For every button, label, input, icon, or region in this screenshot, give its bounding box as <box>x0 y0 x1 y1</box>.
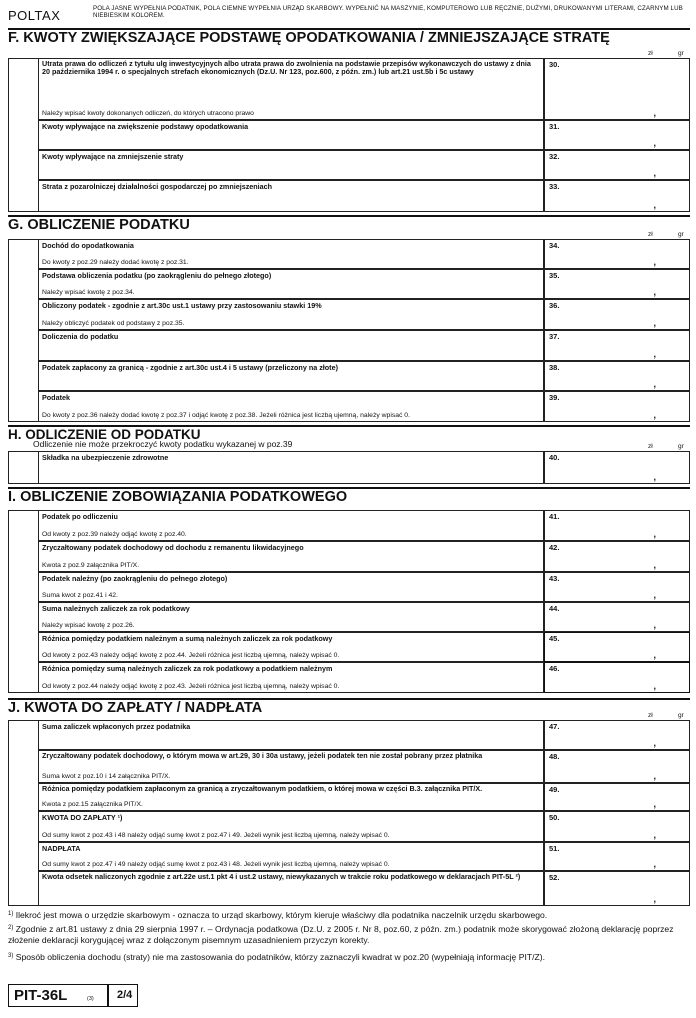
field-49[interactable]: 49. , <box>544 783 690 811</box>
footnote-3-text: Sposób obliczenia dochodu (straty) nie ma zastosowania do podatników, którzy zaznaczyli kwadrat w poz.20 (wypełniają informację PIT/Z). <box>15 952 545 962</box>
row-43-label: Podatek należny (po zaokrągleniu do pełnego złotego) <box>42 574 228 583</box>
field-41-number: 41. <box>549 512 560 521</box>
row-33 <box>38 180 544 212</box>
field-31[interactable]: 31. , <box>544 120 690 150</box>
row-37 <box>38 330 544 361</box>
row-38 <box>38 361 544 391</box>
row-41 <box>38 510 544 541</box>
row-40 <box>38 451 544 484</box>
field-34[interactable]: 34. , <box>544 239 690 269</box>
field-30-number: 30. <box>549 60 560 69</box>
row-36-note: Należy obliczyć podatek od podstawy z poz.35. <box>42 320 185 327</box>
zl-label: zł <box>648 50 653 57</box>
field-35[interactable]: 35. , <box>544 269 690 299</box>
row-44-label: Suma należnych zaliczek za rok podatkowy <box>42 604 190 613</box>
row-35-note: Należy wpisać kwotę z poz.34. <box>42 289 135 296</box>
row-33-label: Strata z pozarolniczej działalności gospodarczej po zmniejszeniach <box>42 182 273 191</box>
row-34-label: Dochód do opodatkowania <box>42 241 134 250</box>
section-i-title: I. OBLICZENIE ZOBOWIĄZANIA PODATKOWEGO <box>8 489 348 505</box>
row-32-label: Kwoty wpływające na zmniejszenie straty <box>42 152 184 161</box>
field-51-number: 51. <box>549 844 560 853</box>
row-48-note: Suma kwot z poz.10 i 14 załącznika PIT/X. <box>42 773 171 780</box>
row-42 <box>38 541 544 572</box>
row-36-label: Obliczony podatek - zgodnie z art.30c ust.1 ustawy przy zastosowaniu stawki 19% <box>42 301 322 310</box>
field-51[interactable]: 51. , <box>544 842 690 871</box>
row-41-label: Podatek po odliczeniu <box>42 512 118 521</box>
field-43[interactable]: 43. , <box>544 572 690 602</box>
row-52 <box>38 871 544 906</box>
footnote-1 <box>8 910 688 921</box>
field-48[interactable]: 48. , <box>544 750 690 783</box>
section-j-title: J. KWOTA DO ZAPŁATY / NADPŁATA <box>8 700 263 716</box>
row-52-label: Kwota odsetek naliczonych zgodnie z art.22e ust.1 pkt 4 i ust.2 ustawy, niewykazanych w trakcie roku podatkowego w deklaracjach PIT-5L ²) <box>42 872 521 881</box>
form-id-divider <box>107 985 109 1006</box>
row-40-label: Składka na ubezpieczenie zdrowotne <box>42 453 169 462</box>
footnote-3 <box>8 952 688 963</box>
brand-logo: POLTAX <box>8 8 61 23</box>
row-49 <box>38 783 544 811</box>
field-44[interactable]: 44. , <box>544 602 690 632</box>
field-50-number: 50. <box>549 813 560 822</box>
row-43-note: Suma kwot z poz.41 i 42. <box>42 592 118 599</box>
field-45-number: 45. <box>549 634 560 643</box>
page-number: 2/4 <box>117 989 133 1001</box>
zl-label: zł <box>648 443 653 450</box>
row-39 <box>38 391 544 422</box>
row-50 <box>38 811 544 842</box>
field-38[interactable]: 38. , <box>544 361 690 391</box>
fill-instructions: POLA JASNE WYPEŁNIA PODATNIK, POLA CIEMNE WYPEŁNIA URZĄD SKARBOWY. WYPEŁNIĆ NA MASZYNIE, KOMPUTEROWO LUB RĘCZNIE, DUŻYMI, DRUKOWANYMI LITERAMI, CZARNYM LUB NIEBIESKIM KOLOREM. <box>93 5 683 20</box>
row-31-label: Kwoty wpływające na zwiększenie podstawy opodatkowania <box>42 122 249 131</box>
field-47[interactable]: 47. , <box>544 720 690 750</box>
field-32[interactable]: 32. , <box>544 150 690 180</box>
form-id-box <box>8 984 138 1007</box>
field-47-number: 47. <box>549 722 560 731</box>
gr-label: gr <box>678 443 684 450</box>
form-code: PIT-36L <box>14 987 68 1004</box>
row-50-label: KWOTA DO ZAPŁATY ¹) <box>42 813 123 822</box>
row-51-label: NADPŁATA <box>42 844 81 853</box>
row-46-label: Różnica pomiędzy sumą należnych zaliczek za rok podatkowy a podatkiem należnym <box>42 664 333 673</box>
row-46 <box>38 662 544 693</box>
row-50-note: Od sumy kwot z poz.43 i 48 należy odjąć sumę kwot z poz.47 i 49. Jeżeli wynik jest liczbą ujemną, należy wpisać 0. <box>42 832 390 839</box>
field-42-number: 42. <box>549 543 560 552</box>
field-52-number: 52. <box>549 873 560 882</box>
row-41-note: Od kwoty z poz.39 należy odjąć kwotę z poz.40. <box>42 531 187 538</box>
footnote-2 <box>8 924 688 946</box>
field-40[interactable]: 40. , <box>544 451 690 484</box>
row-34-note: Do kwoty z poz.29 należy dodać kwotę z poz.31. <box>42 259 189 266</box>
row-38-label: Podatek zapłacony za granicą - zgodnie z art.30c ust.4 i 5 ustawy (przeliczony na złote) <box>42 363 338 372</box>
field-44-number: 44. <box>549 604 560 613</box>
field-36[interactable]: 36. , <box>544 299 690 330</box>
field-52[interactable]: 52. , <box>544 871 690 906</box>
zl-label: zł <box>648 231 653 238</box>
field-33[interactable]: 33. , <box>544 180 690 212</box>
gr-label: gr <box>678 712 684 719</box>
section-g-title: G. OBLICZENIE PODATKU <box>8 217 190 233</box>
footnote-2-text: Zgodnie z art.81 ustawy z dnia 29 sierpnia 1997 r. – Ordynacja podatkowa (Dz.U. z 2005 r. Nr 8, poz.60, z późn. zm.) podatnik może skorygować złożoną deklarację poprzez złożenie deklaracji korygującej wraz z dołączonym pisemnym uzasadnieniem przyczyn korekty. <box>8 924 674 945</box>
row-35-label: Podstawa obliczenia podatku (po zaokrągleniu do pełnego złotego) <box>42 271 272 280</box>
row-36 <box>38 299 544 330</box>
row-44 <box>38 602 544 632</box>
field-36-number: 36. <box>549 301 560 310</box>
row-48 <box>38 750 544 783</box>
row-35 <box>38 269 544 299</box>
row-44-note: Należy wpisać kwotę z poz.26. <box>42 622 135 629</box>
field-49-number: 49. <box>549 785 560 794</box>
footnote-2-mark: 2) <box>8 925 14 931</box>
field-38-number: 38. <box>549 363 560 372</box>
field-37-number: 37. <box>549 332 560 341</box>
row-49-label: Różnica pomiędzy podatkiem zapłaconym za granicą a zryczałtowanym podatkiem, o której mowa w części B.3. załącznika PIT/X. <box>42 784 483 793</box>
row-49-note: Kwota z poz.15 załącznika PIT/X. <box>42 801 143 808</box>
field-43-number: 43. <box>549 574 560 583</box>
field-40-number: 40. <box>549 453 560 462</box>
row-43 <box>38 572 544 602</box>
footnote-3-mark: 3) <box>8 953 14 959</box>
form-version: (3) <box>87 996 94 1002</box>
row-30-label: Utrata prawa do odliczeń z tytułu ulg inwestycyjnych albo utrata prawa do zwolnienia na podstawie przepisów wykonawczych do ustawy z dnia 20 października 1994 r. o specjalnych strefach ekonomicznych (Dz.U. Nr 123, poz.600, z późn. zm.) lub art.21 ust.5b i 5c ustawy <box>42 59 531 77</box>
field-50[interactable]: 50. , <box>544 811 690 842</box>
field-33-number: 33. <box>549 182 560 191</box>
row-32 <box>38 150 544 180</box>
row-34 <box>38 239 544 269</box>
field-31-number: 31. <box>549 122 560 131</box>
row-51-note: Od sumy kwot z poz.47 i 49 należy odjąć sumę kwot z poz.43 i 48. Jeżeli wynik jest liczbą ujemną, należy wpisać 0. <box>42 861 390 868</box>
row-31 <box>38 120 544 150</box>
row-48-label: Zryczałtowany podatek dochodowy, o którym mowa w art.29, 30 i 30a ustawy, jeżeli podatek ten nie został pobrany przez płatnika <box>42 751 483 760</box>
row-30-note: Należy wpisać kwoty dokonanych odliczeń, do których utracono prawo <box>42 110 254 117</box>
gr-label: gr <box>678 50 684 57</box>
field-32-number: 32. <box>549 152 560 161</box>
zl-label: zł <box>648 712 653 719</box>
gr-label: gr <box>678 231 684 238</box>
field-34-number: 34. <box>549 241 560 250</box>
row-39-label: Podatek <box>42 393 70 402</box>
field-42[interactable]: 42. , <box>544 541 690 572</box>
field-46[interactable]: 46. , <box>544 662 690 693</box>
row-42-label: Zryczałtowany podatek dochodowy od dochodu z remanentu likwidacyjnego <box>42 543 304 552</box>
row-46-note: Od kwoty z poz.44 należy odjąć kwotę z poz.43. Jeżeli różnica jest liczbą ujemną, należy wpisać 0. <box>42 683 340 690</box>
row-42-note: Kwota z poz.9 załącznika PIT/X. <box>42 562 140 569</box>
field-35-number: 35. <box>549 271 560 280</box>
row-30 <box>38 58 544 120</box>
field-48-number: 48. <box>549 752 560 761</box>
field-46-number: 46. <box>549 664 560 673</box>
row-45-note: Od kwoty z poz.43 należy odjąć kwotę z poz.44. Jeżeli różnica jest liczbą ujemną, należy wpisać 0. <box>42 652 340 659</box>
footnote-1-text: Ilekroć jest mowa o urzędzie skarbowym - oznacza to urząd skarbowy, którym kieruje właściwy dla podatnika naczelnik urzędu skarbowego. <box>15 910 548 920</box>
field-45[interactable]: 45. , <box>544 632 690 662</box>
section-h-note: Odliczenie nie może przekroczyć kwoty podatku wykazanej w poz.39 <box>33 439 293 449</box>
row-47 <box>38 720 544 750</box>
row-45-label: Różnica pomiędzy podatkiem należnym a sumą należnych zaliczek za rok podatkowy <box>42 634 333 643</box>
field-37[interactable]: 37. , <box>544 330 690 361</box>
field-39-number: 39. <box>549 393 560 402</box>
field-30[interactable]: 30. , <box>544 58 690 120</box>
row-47-label: Suma zaliczek wpłaconych przez podatnika <box>42 722 191 731</box>
field-39[interactable]: 39. , <box>544 391 690 422</box>
row-37-label: Doliczenia do podatku <box>42 332 119 341</box>
row-39-note: Do kwoty z poz.36 należy dodać kwotę z poz.37 i odjąć kwotę z poz.38. Jeżeli różnica jest liczbą ujemną, należy wpisać 0. <box>42 412 410 419</box>
section-f-title: F. KWOTY ZWIĘKSZAJĄCE PODSTAWĘ OPODATKOWANIA / ZMNIEJSZAJĄCE STRATĘ <box>8 30 610 46</box>
row-45 <box>38 632 544 662</box>
section-h-title: H. ODLICZENIE OD PODATKU <box>8 427 201 442</box>
field-41[interactable]: 41. , <box>544 510 690 541</box>
footnote-1-mark: 1) <box>8 911 14 917</box>
row-51 <box>38 842 544 871</box>
